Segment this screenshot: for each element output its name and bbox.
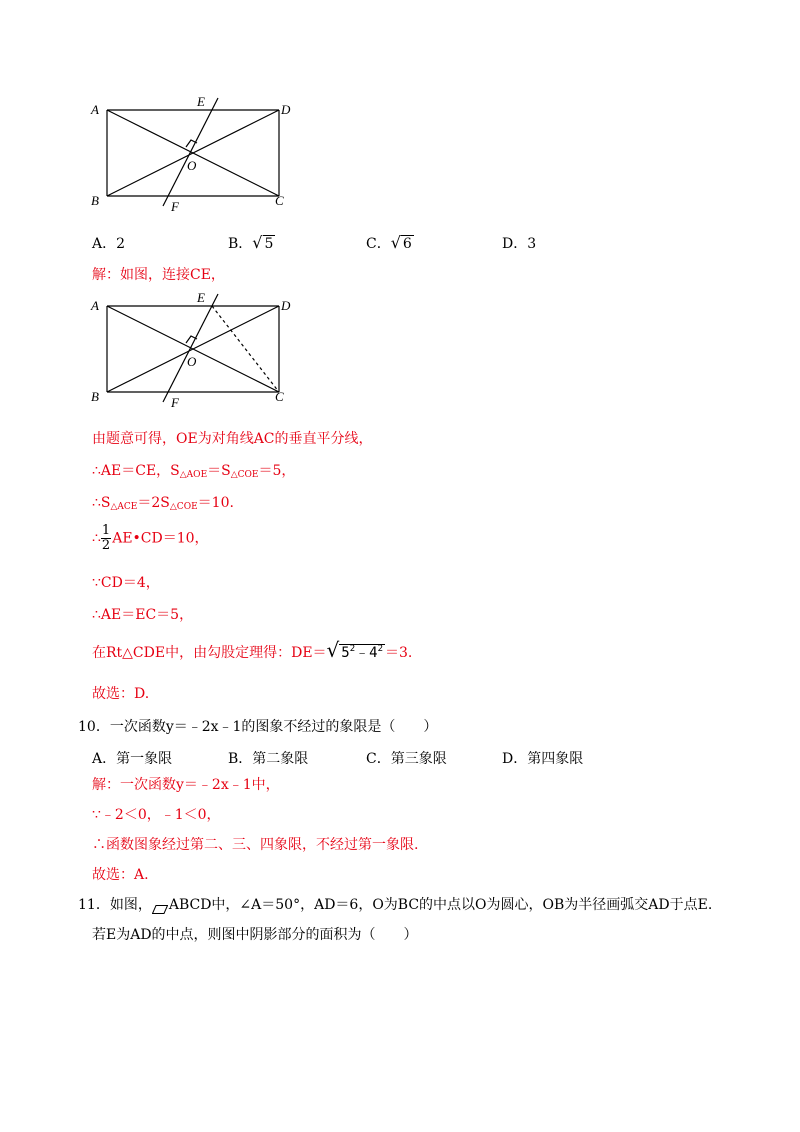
label-B: B: [91, 389, 99, 404]
label-F: F: [171, 395, 179, 410]
fraction-one-half: $\frac{1}{2}$: [101, 523, 111, 553]
option-a: A．2: [92, 236, 126, 252]
rectangle-figure-question: [85, 90, 300, 215]
question-11-line2: 若E为AD的中点，则图中阴影部分的面积为（ ）: [92, 927, 418, 943]
label-D: D: [281, 298, 291, 313]
label-B: B: [91, 193, 99, 208]
label-C: C: [275, 193, 284, 208]
option-c: C．√ 6: [366, 233, 412, 252]
rectangle-figure-solution: [85, 286, 300, 411]
solution-line: ∴ $\frac{1}{2}$ AE•CD＝10，: [92, 523, 209, 553]
label-E: E: [197, 94, 205, 109]
question-11-line1: 11．如图， ABCD中，∠A＝50°，AD＝6，O为BC的中点以O为圆心，OB为半径画弧交AD于点E.: [78, 897, 713, 913]
solution-line: $\therefore S_{\triangle ACE}=2S_{\triangle COE}=10$.: [92, 495, 234, 512]
label-A: A: [91, 298, 99, 313]
label-O: O: [187, 354, 197, 369]
label-D: D: [281, 102, 291, 117]
solution-line: ∴AE＝EC＝5，: [92, 607, 194, 623]
solution-line: ∴函数图象经过第二、三、四象限，不经过第一象限.: [92, 837, 419, 853]
option-d: D．第四象限: [502, 751, 584, 767]
solution-line: 解：如图，连接CE，: [92, 267, 225, 283]
option-c: C．第三象限: [366, 751, 447, 767]
option-a: A．第一象限: [92, 751, 173, 767]
parallelogram-icon: [152, 901, 168, 910]
label-A: A: [91, 102, 99, 117]
solution-line: 解：一次函数y＝﹣2x﹣1中，: [92, 777, 280, 793]
solution-line: 故选：D.: [92, 686, 150, 702]
solution-line: ∵CD＝4，: [92, 575, 160, 591]
question-10: 10．一次函数y＝﹣2x﹣1的图象不经过的象限是（ ）: [78, 719, 438, 735]
solution-line: 由题意可得，OE为对角线AC的垂直平分线，: [92, 431, 373, 447]
label-E: E: [197, 290, 205, 305]
solution-line: ∴AE＝CE，$S_{\triangle AOE}=S_{\triangle COE}=5$，: [92, 463, 296, 480]
label-C: C: [275, 389, 284, 404]
sqrt-expression: √ $5^2﹣4^2$: [326, 638, 384, 662]
solution-line: ∵﹣2＜0，﹣1＜0，: [92, 807, 221, 823]
option-b: B．√ 5: [228, 233, 274, 252]
solution-line: 在Rt△CDE中，由勾股定理得：DE＝√ $5^2﹣4^2 =3$.: [92, 638, 413, 662]
label-F: F: [171, 199, 179, 214]
sqrt-5: √ 5: [252, 233, 274, 252]
option-b: B．第二象限: [228, 751, 309, 767]
option-d: D．3: [502, 236, 537, 252]
label-O: O: [187, 158, 197, 173]
sqrt-6: √ 6: [390, 233, 412, 252]
solution-line: 故选：A.: [92, 867, 149, 883]
